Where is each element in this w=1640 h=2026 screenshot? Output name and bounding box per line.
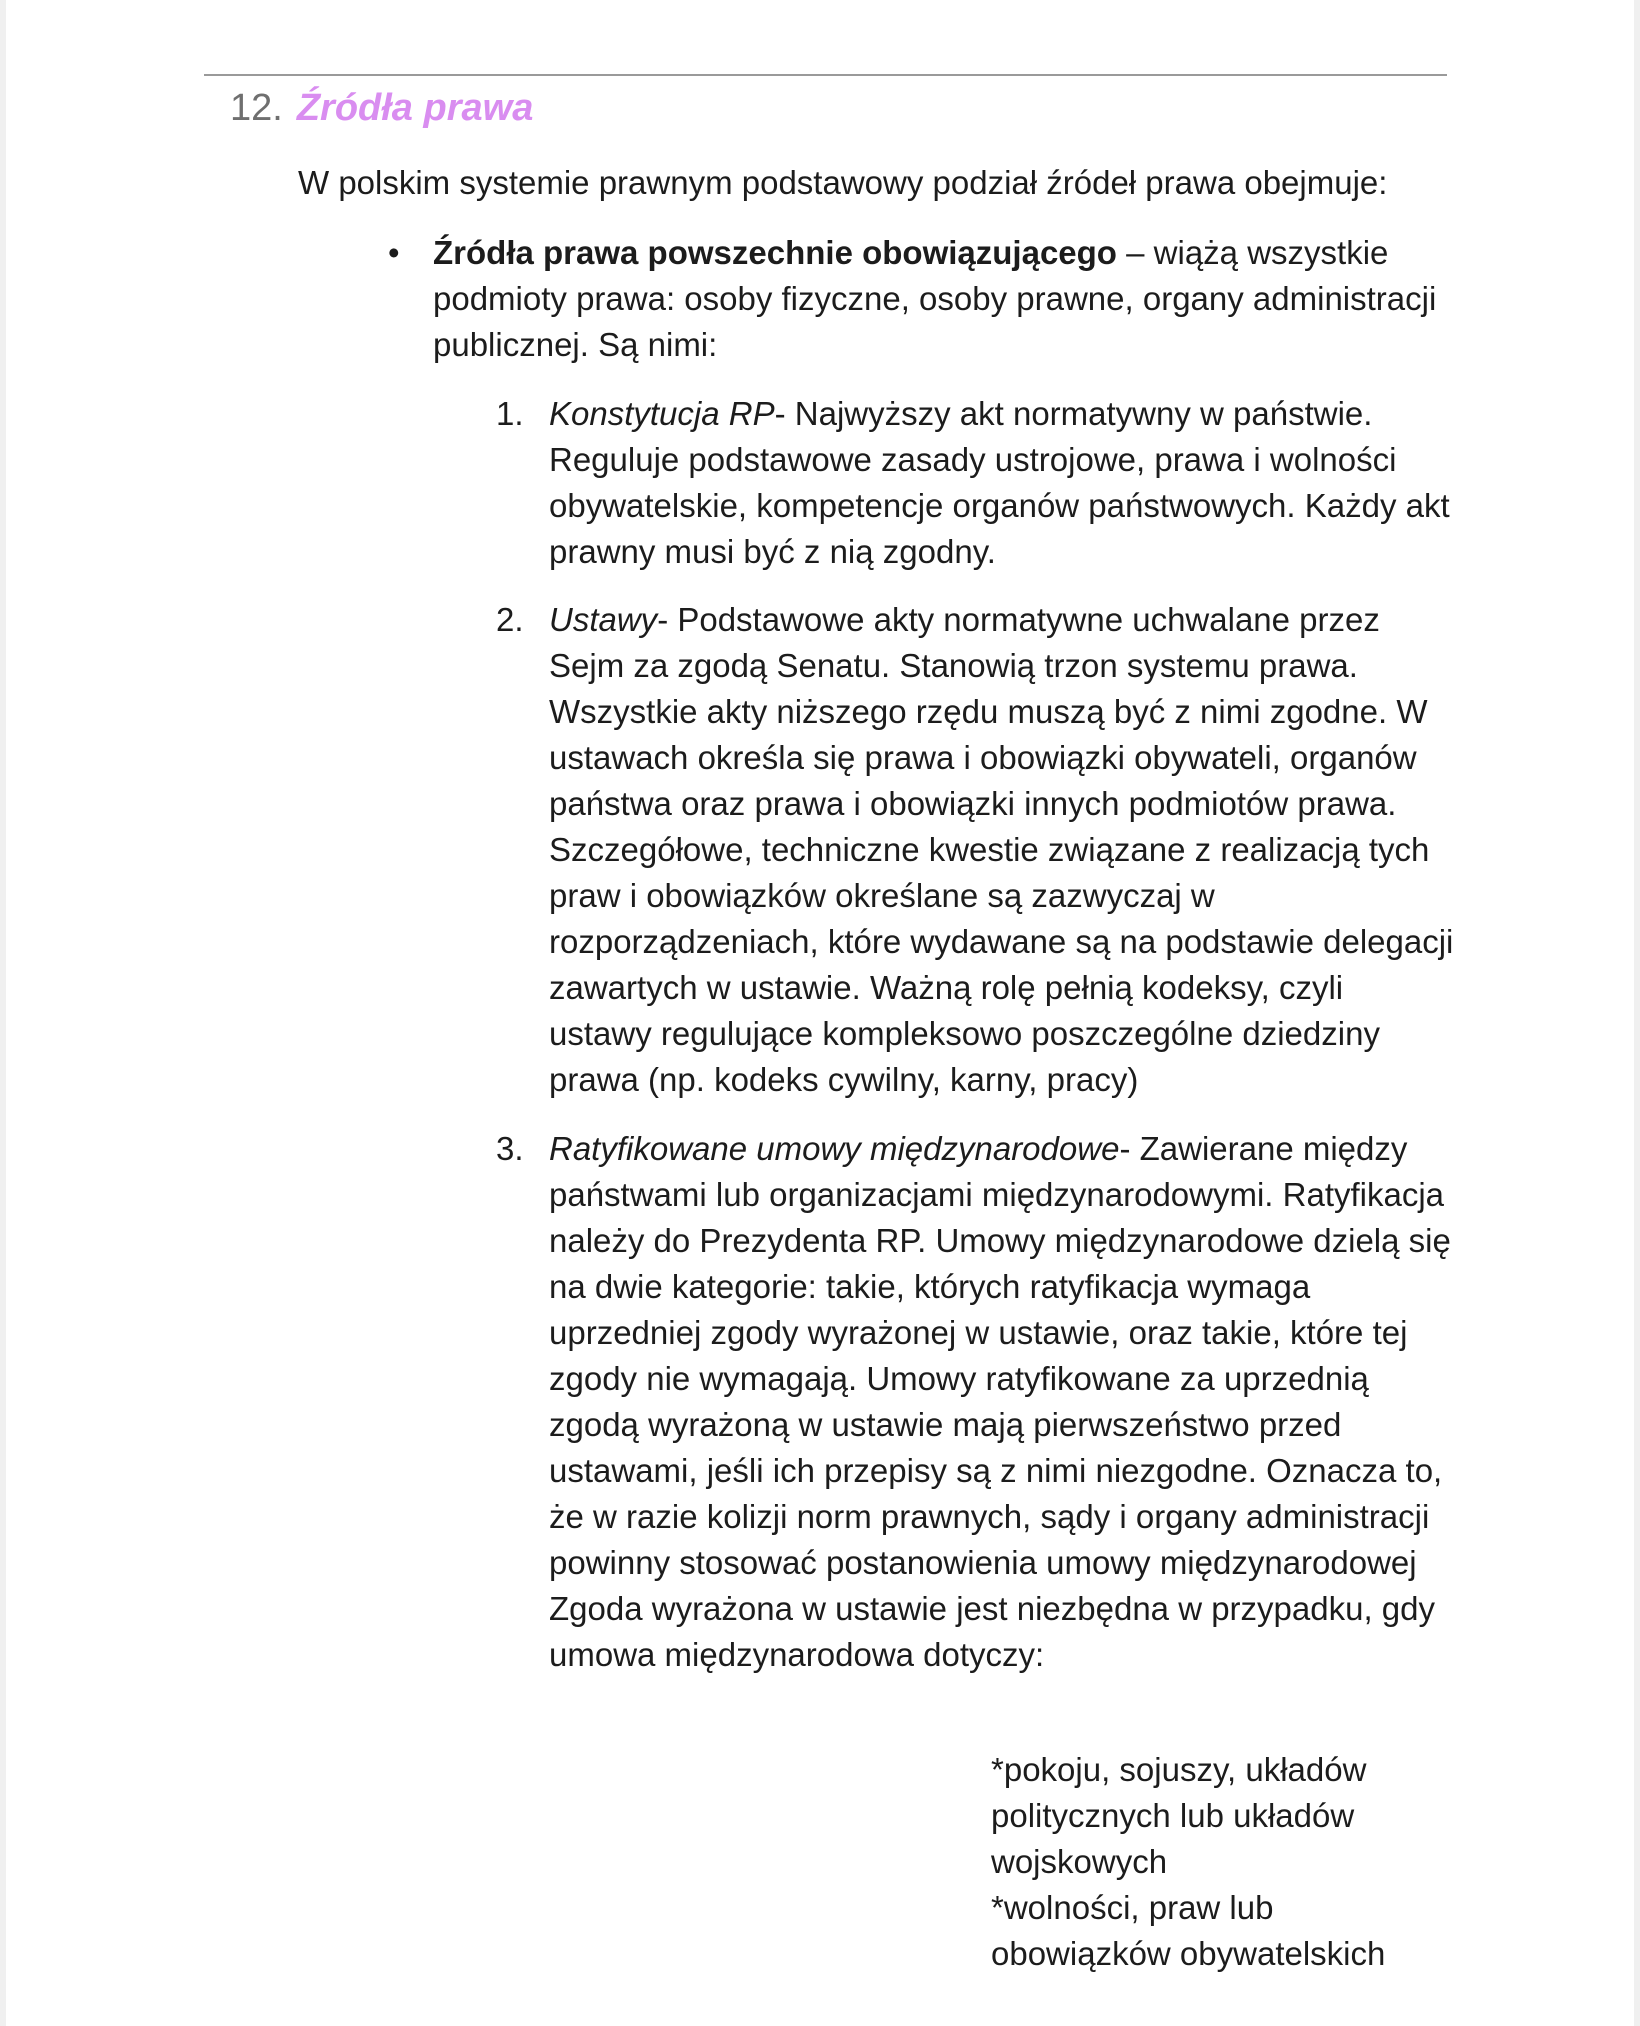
list-item-body (549, 597, 1454, 1103)
list-item-number: 1. (496, 395, 524, 432)
list-item-term: Ratyfikowane umowy międzynarodowe (549, 1130, 1120, 1167)
bullet-marker: • (388, 234, 400, 271)
section-number: 12. (230, 87, 283, 129)
list-item-body (549, 391, 1454, 575)
agreement-topic: *pokoju, sojuszy, układów politycznych lub układów wojskowych (991, 1751, 1367, 1880)
list-item-term: Ustawy (549, 601, 658, 638)
bullet-term: Źródła prawa powszechnie obowiązującego (433, 234, 1117, 271)
section-title: Źródła prawa (296, 87, 534, 129)
list-item-number: 3. (496, 1130, 524, 1167)
agreement-topics-list (991, 1747, 1451, 1977)
document-page (6, 0, 1634, 2026)
list-item-number: 2. (496, 601, 524, 638)
section-heading (230, 84, 533, 132)
bullet-item (388, 230, 1458, 368)
intro-paragraph: W polskim systemie prawnym podstawowy podział źródeł prawa obejmuje: (298, 164, 1388, 201)
list-item-body (549, 1126, 1454, 1678)
list-item-term: Konstytucja RP (549, 395, 775, 432)
list-item-text: - Zawierane między państwami lub organizacjami międzynarodowymi. Ratyfikacja należy do Prezydenta RP. Umowy międzynarodowe dzielą się na dwie kategorie: takie, których ratyfikacja wymaga uprzedniej zgody wyrażonej w ustawie, oraz takie, które tej zgody nie wymagają. Umowy ratyfikowane za uprzednią zgodą wyrażoną w ustawie mają pierwszeństwo przed ustawami, jeśli ich przepisy są z nimi niezgodne. Oznacza to, że w razie kolizji norm prawnych, sądy i organy administracji powinny stosować postanowienia umowy międzynarodowej Zgoda wyrażona w ustawie jest niezbędna w przypadku, gdy umowa międzynarodowa dotyczy: (549, 1130, 1451, 1673)
bullet-text: – wiążą wszystkie podmioty prawa: osoby fizyczne, osoby prawne, organy administracji publicznej. Są nimi: (433, 234, 1437, 363)
list-item-umowy (496, 1126, 1456, 1678)
agreement-topic: *wolności, praw lub obowiązków obywatelskich (991, 1889, 1386, 1972)
list-item-konstytucja (496, 391, 1456, 575)
bullet-body (433, 230, 1443, 368)
section-divider (204, 74, 1447, 76)
list-item-text: - Najwyższy akt normatywny w państwie. Reguluje podstawowe zasady ustrojowe, prawa i wolności obywatelskie, kompetencje organów państwowych. Każdy akt prawny musi być z nią zgodny. (549, 395, 1450, 570)
list-item-ustawy (496, 597, 1456, 1103)
list-item-text: - Podstawowe akty normatywne uchwalane przez Sejm za zgodą Senatu. Stanowią trzon systemu prawa. Wszystkie akty niższego rzędu muszą być z nimi zgodne. W ustawach określa się prawa i obowiązki obywateli, organów państwa oraz prawa i obowiązki innych podmiotów prawa. Szczegółowe, techniczne kwestie związane z realizacją tych praw i obowiązków określane są zazwyczaj w rozporządzeniach, które wydawane są na podstawie delegacji zawartych w ustawie. Ważną rolę pełnią kodeksy, czyli ustawy regulujące kompleksowo poszczególne dziedziny prawa (np. kodeks cywilny, karny, pracy) (549, 601, 1454, 1098)
